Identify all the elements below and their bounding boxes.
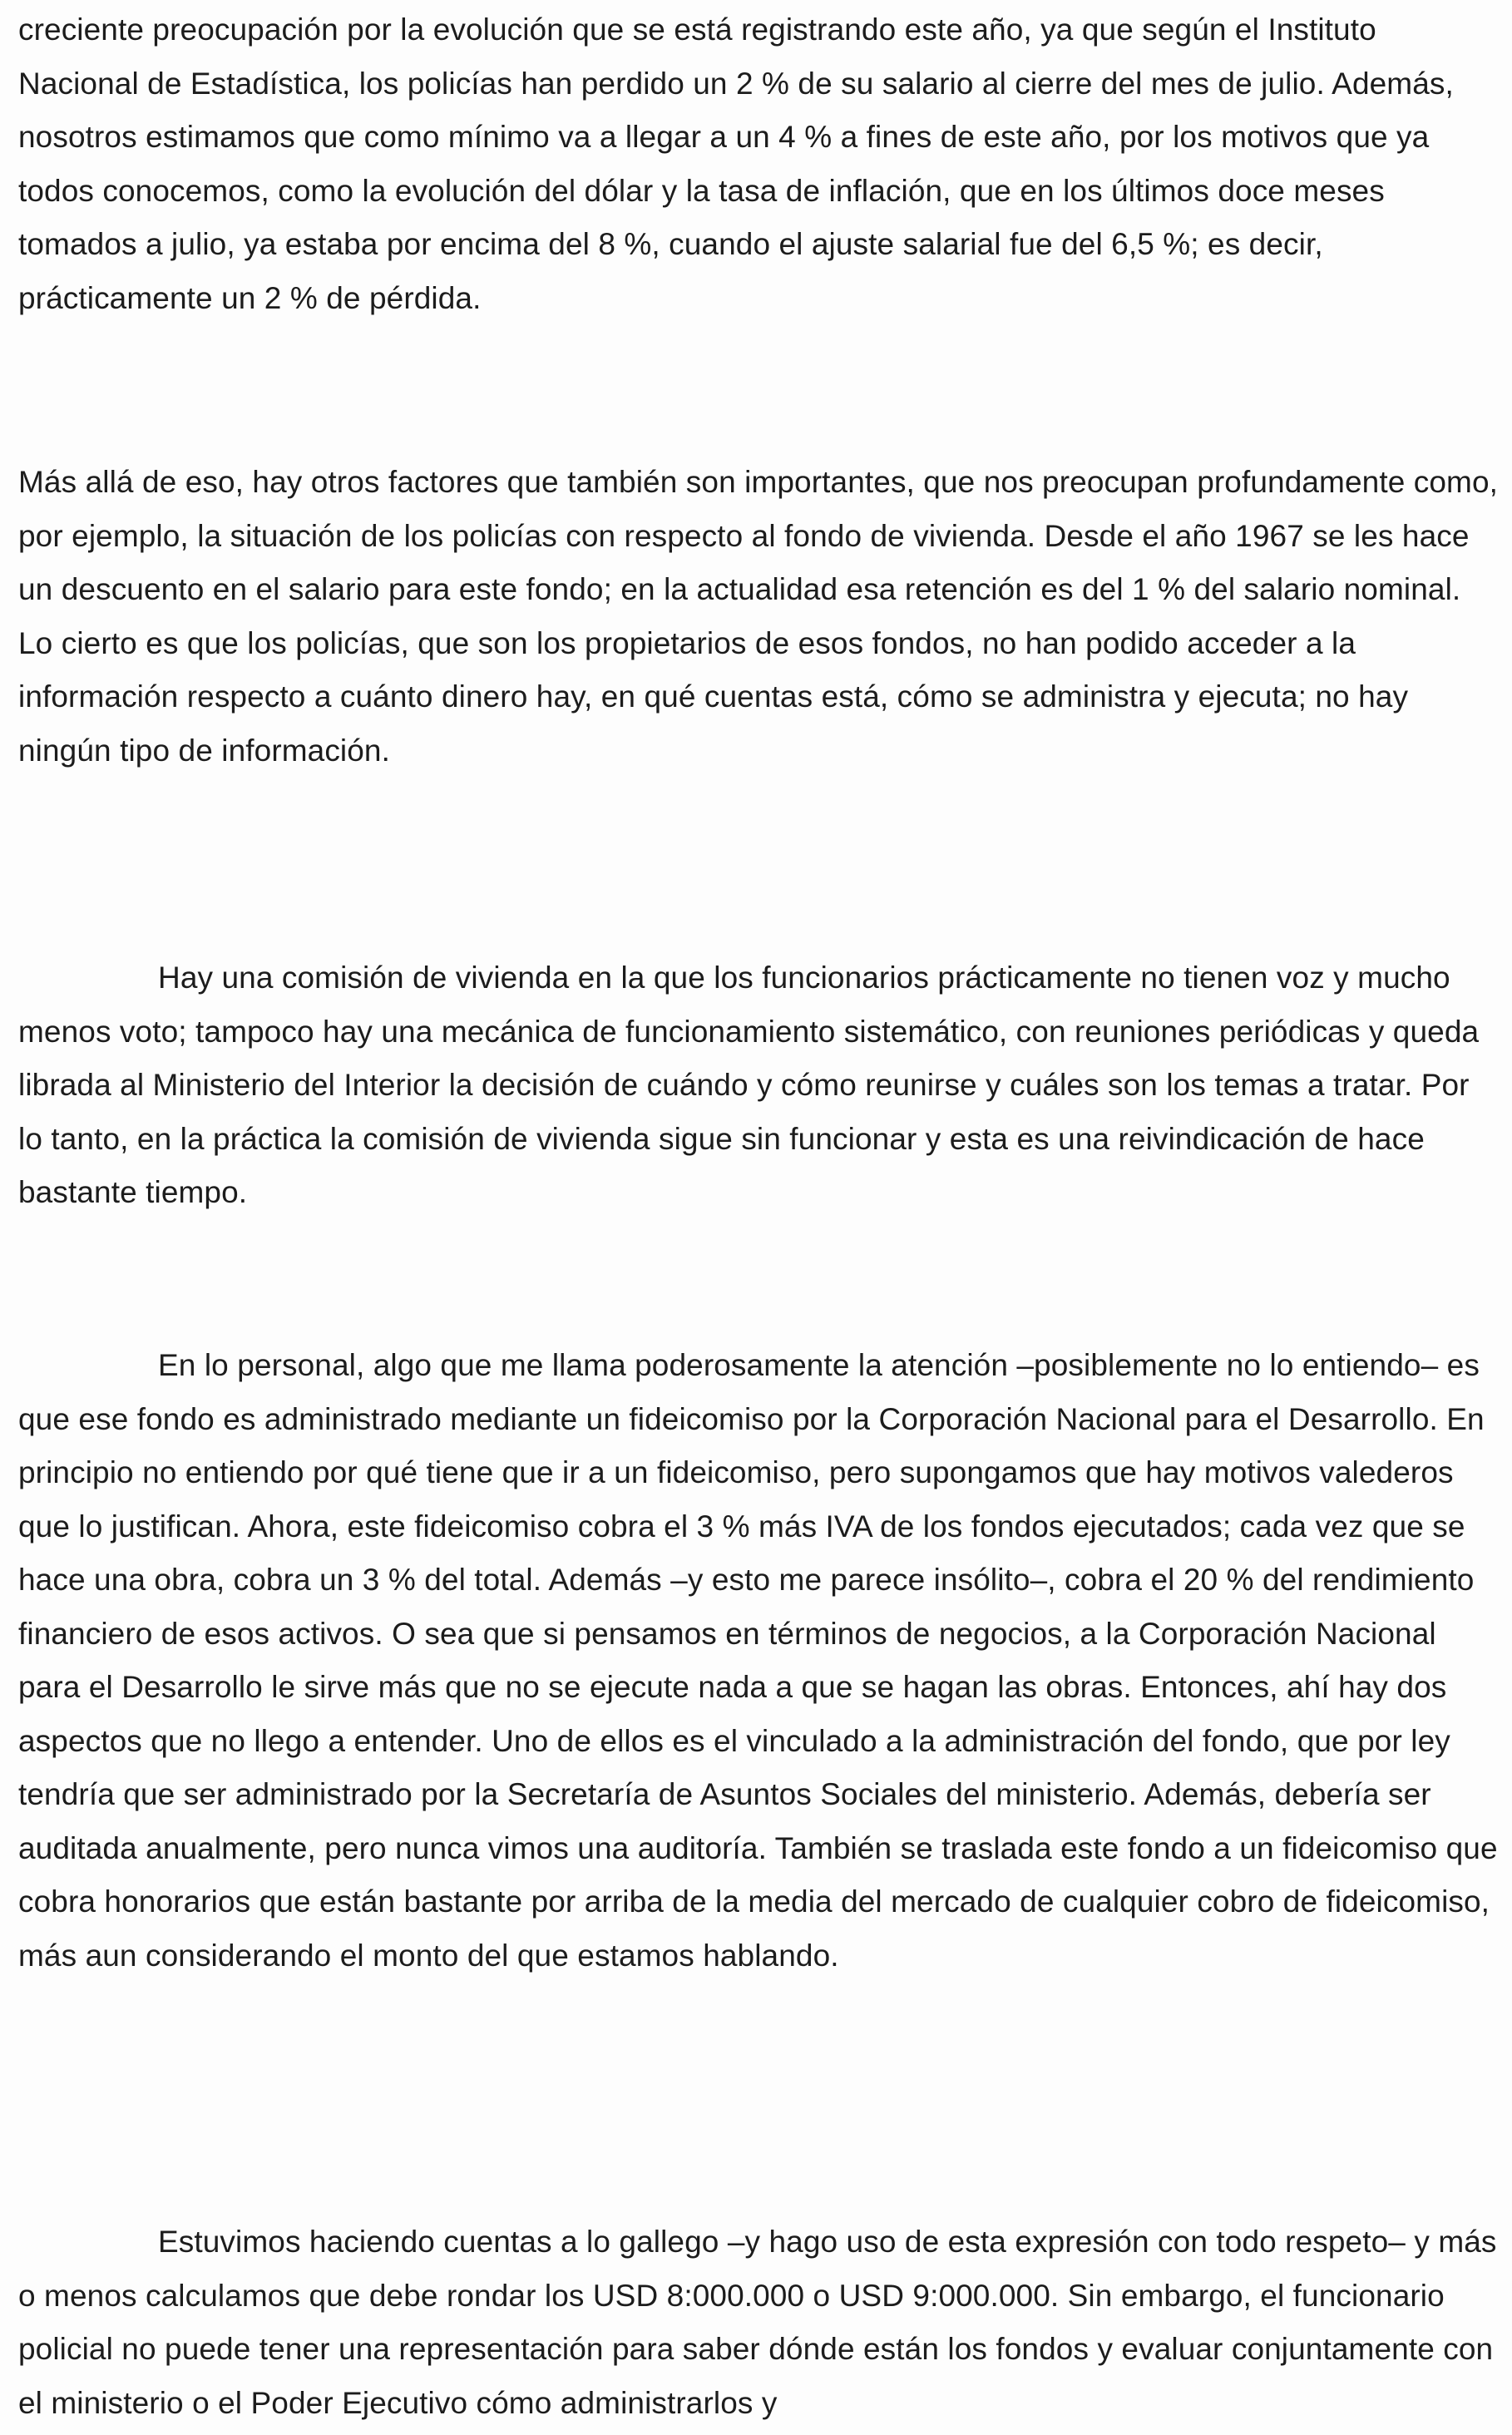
paragraph-housing-fund: Más allá de eso, hay otros factores que también son importantes, que nos preocupan profundamente como, por ejemplo, la situación de los policías con respecto al fondo de vivienda. Desde el año 1967 se les hace un descuento en el salario para este fondo; en la actualidad esa retención es del 1 % del salario nominal. Lo cierto es que los policías, que son los propietarios de esos fondos, no han podido acceder a la información respecto a cuánto dinero hay, en qué cuentas está, cómo se administra y ejecuta; no hay ningún tipo de información. xyxy=(18,465,1499,768)
paragraph-fund-estimate: Estuvimos haciendo cuentas a lo gallego –y hago uso de esta expresión con todo respeto– y más o menos calculamos que debe rondar los USD 8:000.000 o USD 9:000.000. Sin embargo, el funcionario policial no puede tener una representación para saber dónde están los fondos y evaluar conjuntamente con el ministerio o el Poder Ejecutivo cómo administrarlos y xyxy=(18,2225,1497,2420)
paragraph-housing-commission: Hay una comisión de vivienda en la que los funcionarios prácticamente no tienen voz y mucho menos voto; tampoco hay una mecánica de funcionamiento sistemático, con reuniones periódicas y queda librada al Ministerio del Interior la decisión de cuándo y cómo reunirse y cuáles son los temas a tratar. Por lo tanto, en la práctica la comisión de vivienda sigue sin funcionar y esta es una reivindicación de hace bastante tiempo. xyxy=(18,961,1480,1209)
paragraph-trust-administration: En lo personal, algo que me llama poderosamente la atención –posiblemente no lo entiendo– es que ese fondo es administrado mediante un fideicomiso por la Corporación Nacional para el Desarrollo. En principio no entiendo por qué tiene que ir a un fideicomiso, pero supongamos que hay motivos valederos que lo justifican. Ahora, este fideicomiso cobra el 3 % más IVA de los fondos ejecutados; cada vez que se hace una obra, cobra un 3 % del total. Además –y esto me parece insólito–, cobra el 20 % del rendimiento financiero de esos activos. O sea que si pensamos en términos de negocios, a la Corporación Nacional para el Desarrollo le sirve más que no se ejecute nada a que se hagan las obras. Entonces, ahí hay dos aspectos que no llego a entender. Uno de ellos es el vinculado a la administración del fondo, que por ley tendría que ser administrado por la Secretaría de Asuntos Sociales del ministerio. Además, debería ser auditada anualmente, pero nunca vimos una auditoría. También se traslada este fondo a un fideicomiso que cobra honorarios que están bastante por arriba de la media del mercado de cualquier cobro de fideicomiso, más aun considerando el monto del que estamos hablando. xyxy=(18,1348,1498,1973)
paragraph-salary-loss: creciente preocupación por la evolución que se está registrando este año, ya que según el Instituto Nacional de Estadística, los policías han perdido un 2 % de su salario al cierre del mes de julio. Además, nosotros estimamos que como mínimo va a llegar a un 4 % a fines de este año, por los motivos que ya todos conocemos, como la evolución del dólar y la tasa de inflación, que en los últimos doce meses tomados a julio, ya estaba por encima del 8 %, cuando el ajuste salarial fue del 6,5 %; es decir, prácticamente un 2 % de pérdida. xyxy=(18,12,1454,315)
